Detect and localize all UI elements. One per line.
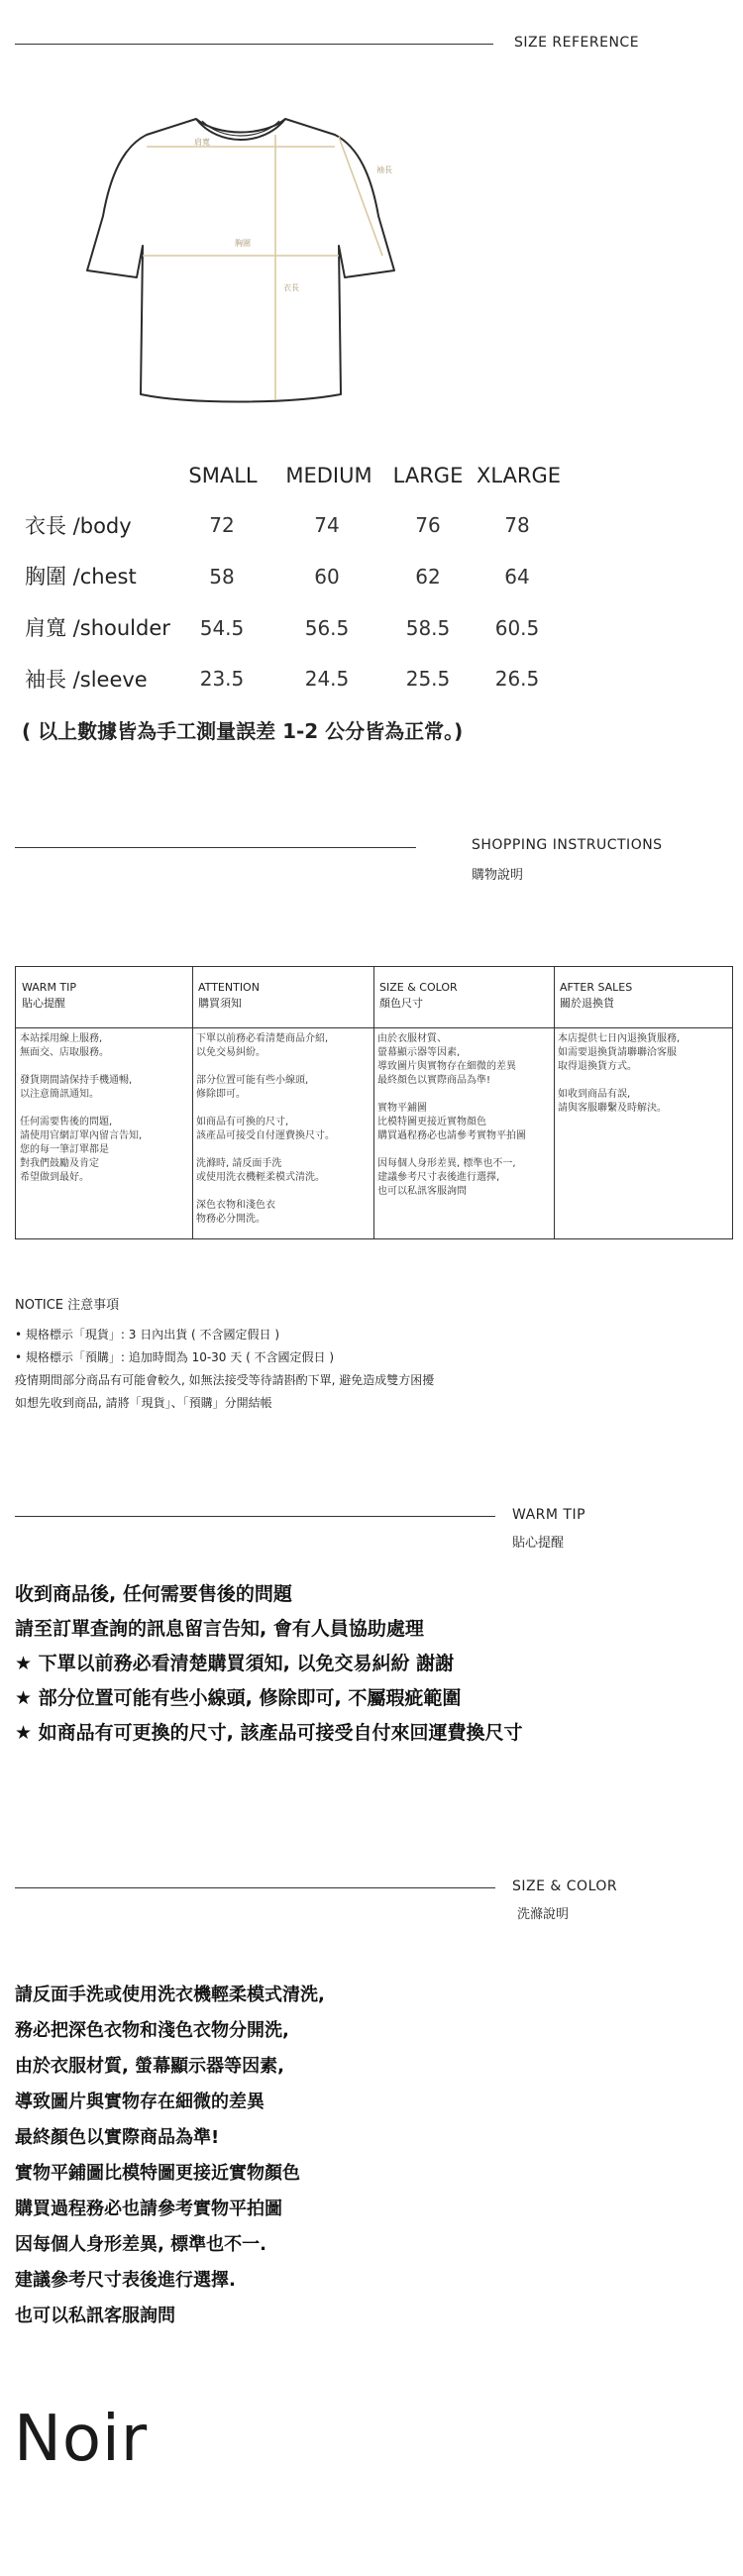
size-col-large: LARGE	[392, 464, 464, 487]
brand-logo: Noir	[14, 2403, 149, 2476]
size-row-label-sleeve: 袖長 /sleeve	[25, 668, 148, 692]
warm-tip-line: ★ 下單以前務必看清楚購買須知, 以免交易糾紛 謝謝	[15, 1653, 455, 1674]
shopping-rule	[15, 847, 416, 848]
grid-body-warm-tip: 本站採用線上服務, 無面交、店取服務。 發貨期間請保持手機通暢, 以注意簡訊通知。 任何需要售後的問題, 請使用官網訂單內留言告知, 您的每一筆訂單都是 對我們鼓勵及肯定 希望做到最好。	[20, 1033, 143, 1183]
shopping-subtitle: 購物說明	[472, 868, 524, 883]
diagram-label-length: 衣長	[283, 283, 299, 292]
notice-line: 如想先收到商品, 請將「現貨」、「預購」分開結帳	[15, 1396, 272, 1410]
grid-head-size-color: SIZE & COLOR 顏色尺寸	[379, 981, 458, 1010]
grid-body-after-sales: 本店提供七日內退換貨服務, 如需要退換貨請聯聯洽客服 取得退換貨方式。 如收到商品有誤, 請與客服聯繫及時解決。	[558, 1033, 681, 1114]
size-cell: 62	[415, 565, 441, 589]
shopping-title: SHOPPING INSTRUCTIONS	[472, 837, 663, 853]
size-color-rule	[15, 1887, 495, 1888]
size-cell: 60.5	[494, 616, 540, 640]
size-color-title: SIZE & COLOR	[512, 1878, 618, 1894]
size-cell: 78	[504, 513, 530, 537]
size-cell: 23.5	[199, 667, 245, 691]
size-reference-rule	[15, 44, 493, 45]
care-line: 因每個人身形差異, 標準也不一.	[15, 2234, 266, 2255]
care-line: 也可以私訊客服詢問	[15, 2306, 175, 2326]
notice-title: NOTICE 注意事項	[15, 1298, 120, 1313]
notice-line: • 規格標示「現貨」: 3 日內出貨 ( 不含國定假日 )	[15, 1328, 280, 1342]
size-reference-title: SIZE REFERENCE	[514, 35, 640, 51]
warm-tip-line: 請至訂單查詢的訊息留言告知, 會有人員協助處理	[15, 1618, 424, 1640]
warm-tip-rule	[15, 1516, 495, 1517]
shopping-info-grid	[15, 966, 733, 1239]
size-cell: 58.5	[405, 616, 451, 640]
size-measure-note: ( 以上數據皆為手工測量誤差 1-2 公分皆為正常。)	[22, 719, 464, 743]
care-line: 建議參考尺寸表後進行選擇.	[15, 2270, 236, 2291]
size-cell: 74	[314, 513, 340, 537]
diagram-label-sleeve: 袖長	[376, 165, 392, 174]
diagram-label-chest: 胸圍	[235, 239, 251, 248]
size-cell: 76	[415, 513, 441, 537]
size-col-xlarge: XLARGE	[476, 464, 562, 487]
grid-body-size-color: 由於衣服材質、 螢幕顯示器等因素, 導致圖片與實物存在細微的差異 最終顏色以實際商品為準! 實物平鋪圖 比模特圖更接近實物顏色 購買過程務必也請參考實物平拍圖 因每個人身形差異, 標準也不一, 建議參考尺寸表後進行選擇, 也可以私訊客服詢問	[377, 1033, 526, 1197]
grid-head-attention: ATTENTION 購買須知	[198, 981, 260, 1010]
care-line: 導致圖片與實物存在細微的差異	[15, 2092, 265, 2112]
warm-tip-line: ★ 部分位置可能有些小線頭, 修除即可, 不屬瑕疵範圍	[15, 1687, 462, 1709]
warm-tip-line: 收到商品後, 任何需要售後的問題	[15, 1583, 292, 1605]
warm-tip-title: WARM TIP	[512, 1507, 586, 1523]
size-col-small: SMALL	[188, 464, 258, 487]
size-cell: 58	[209, 565, 235, 589]
size-cell: 64	[504, 565, 530, 589]
size-row-label-shoulder: 肩寬 /shoulder	[25, 616, 170, 640]
size-cell: 60	[314, 565, 340, 589]
notice-line: • 規格標示「預購」: 追加時間為 10-30 天 ( 不含國定假日 )	[15, 1350, 335, 1364]
size-row-label-chest: 胸圍 /chest	[25, 565, 137, 589]
grid-head-after-sales: AFTER SALES 關於退換貨	[560, 981, 633, 1010]
grid-head-warm-tip: WARM TIP 貼心提醒	[22, 981, 77, 1010]
warm-tip-line: ★ 如商品有可更換的尺寸, 該產品可接受自付來回運費換尺寸	[15, 1722, 523, 1744]
care-line: 最終顏色以實際商品為準!	[15, 2127, 220, 2148]
size-cell: 26.5	[494, 667, 540, 691]
notice-line: 疫情期間部分商品有可能會較久, 如無法接受等待請斟酌下單, 避免造成雙方困擾	[15, 1373, 435, 1387]
care-line: 由於衣服材質, 螢幕顯示器等因素,	[15, 2056, 284, 2077]
size-cell: 56.5	[304, 616, 350, 640]
grid-body-attention: 下單以前務必看清楚商品介紹, 以免交易糾紛。 部分位置可能有些小線頭, 修除即可。 如商品有可換的尺寸, 該產品可接受自付運費換尺寸。 洗滌時, 請反面手洗 或使用洗衣機輕柔模式清洗。 深色衣物和淺色衣 物務必分開洗。	[196, 1033, 335, 1225]
care-line: 務必把深色衣物和淺色衣物分開洗,	[15, 2020, 289, 2041]
care-line: 請反面手洗或使用洗衣機輕柔模式清洗,	[15, 1985, 325, 2005]
size-cell: 72	[209, 513, 235, 537]
size-row-label-body: 衣長 /body	[25, 514, 132, 538]
care-line: 實物平鋪圖比模特圖更接近實物顏色	[15, 2163, 300, 2184]
size-color-subtitle: 洗滌說明	[517, 1907, 570, 1922]
size-cell: 54.5	[199, 616, 245, 640]
care-line: 購買過程務必也請參考實物平拍圖	[15, 2199, 282, 2219]
diagram-label-shoulder: 肩寬	[194, 138, 210, 147]
size-cell: 24.5	[304, 667, 350, 691]
warm-tip-subtitle: 貼心提醒	[512, 1536, 565, 1551]
size-cell: 25.5	[405, 667, 451, 691]
tshirt-diagram	[79, 107, 406, 409]
size-col-medium: MEDIUM	[285, 464, 372, 487]
